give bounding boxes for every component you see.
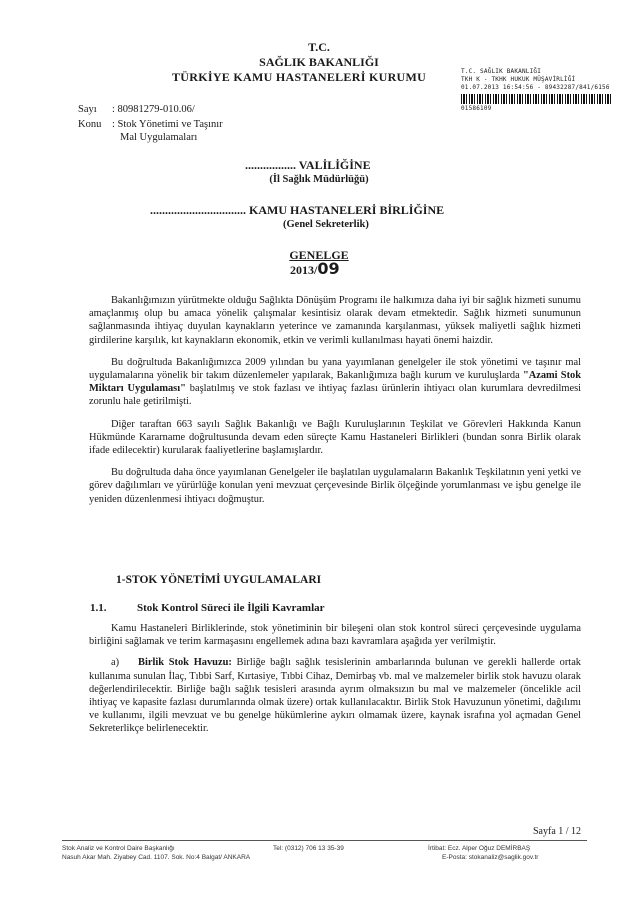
stamp-line-2: TKH K - TKHK HUKUK MÜŞAVİRLİĞİ — [461, 76, 576, 83]
footer-left-1: Stok Analiz ve Kontrol Daire Başkanlığı — [62, 845, 175, 852]
paragraph-2-emphasis: "Azami Stok Miktarı Uygulaması" — [89, 370, 581, 395]
paragraph-2-part-c: başlatılmış ve stok fazlası ve ihtiyaç fazlası ürünlerin ihtiyacı olan kurumlara devredilmesi zorunlu hale getirilmişti. — [89, 383, 582, 408]
konu-label: Konu — [78, 119, 102, 130]
barcode — [461, 94, 611, 104]
genelge-number-line — [290, 259, 340, 279]
footer-divider — [62, 840, 587, 841]
footer-contact-person: İrtibat: Ecz. Alper Oğuz DEMİRBAŞ — [428, 845, 531, 852]
footer-phone: Tel: (0312) 706 13 35-39 — [273, 845, 344, 852]
konu-value-1: : Stok Yönetimi ve Taşınır — [112, 119, 223, 130]
sayi-label: Sayı — [78, 104, 97, 115]
sayi-value: : 80981279-010.06/ — [112, 104, 195, 115]
recipient-birlik: ................................ KAMU HASTANELERİ BİRLİĞİNE — [150, 203, 445, 217]
footer-left-2: Nasuh Akar Mah. Ziyabey Cad. 1107. Sok. No:4 Balgat/ ANKARA — [62, 854, 251, 861]
page-number: Sayfa 1 / 12 — [533, 826, 582, 837]
header-ministry: SAĞLIK BAKANLIĞI — [259, 55, 379, 69]
stamp-code: 01586109 — [461, 105, 492, 112]
paragraph-1: Bakanlığımızın yürütmekte olduğu Sağlıkta Dönüşüm Programı ile halkımıza daha iyi bir sağlık hizmeti sunumu amaçlanmış olup bu amaca yönelik çalışmalar kesintisiz olarak devam etmektedir. Sağlık hizmeti sunumunun sağlanmasında ihtiyaç duyulan kaynakların yeterince ve zamanında karşılanması, yüksek maliyetli sağlık hizmeti girdilerine karşılık, kıt kaynakların ekonomik, etkin ve verimli kullanılması hayati önemi haizdir. — [89, 295, 581, 346]
header-institution: TÜRKİYE KAMU HASTANELERİ KURUMU — [172, 70, 427, 84]
footer-email: E-Posta: stokanaliz@saglik.gov.tr — [442, 854, 539, 861]
stamp-line-3: 01.07.2013 16:54:56 - 89432287/841/6156 — [461, 84, 610, 91]
registry-stamp — [461, 68, 619, 113]
body-text — [89, 294, 581, 506]
genelge-handwritten-number: 09 — [317, 259, 340, 278]
section-1-1-title: Stok Kontrol Süreci ile İlgili Kavramlar — [137, 602, 325, 614]
genelge-title: GENELGE — [289, 248, 349, 262]
paragraph-2-part-a: Bu doğrultuda Bakanlığımızca 2009 yılından bu yana yayımlanan genelgeler ile stok yönetimi ve taşınır mal uygulamalarına yönelik bir takım düzenlemeler yapılarak, Bakanlığımıza bağlı kurum ve kuruluşlarda — [89, 356, 581, 382]
item-a-label: a) — [111, 657, 120, 669]
konu-value-2: Mal Uygulamaları — [120, 132, 198, 143]
paragraph-4: Bu doğrultuda daha önce yayımlanan Genelgeler ile başlatılan uygulamaların Bakanlık Teşkilatının yeni yetki ve görev dağılımları ve yürürlüğe konulan yeni mevzuat çerçevesinde Birlik ölçeğinde yorumlanması ve işbu genelge ile yeniden düzenlenmesi ihtiyacı doğmuştur. — [89, 467, 581, 505]
paragraph-3: Diğer taraftan 663 sayılı Sağlık Bakanlığı ve Bağlı Kuruluşlarının Teşkilat ve Görevleri Hakkında Kanun Hükmünde Kararname doğrultusunda devam eden süreçte Kamu Hastaneleri Birlikleri (bundan sonra Birlik olarak ifade edilecektir) kurularak faaliyetlerine başlamışlardır. — [89, 418, 581, 457]
paragraph-2 — [89, 356, 581, 409]
section-1-1-number: 1.1. — [90, 602, 107, 614]
section-1-title: 1-STOK YÖNETİMİ UYGULAMALARI — [116, 574, 322, 586]
recipient-genel-sekreterlik: (Genel Sekreterlik) — [283, 219, 369, 230]
paragraph-5: Kamu Hastaneleri Birliklerinde, stok yönetiminin bir bileşeni olan stok kontrol süreci çerçevesinde uygulama birliğini sağlamak ve terim karmaşasını engellemek adına bazı kavramlara aşağıda yer verilmiştir. — [89, 623, 581, 648]
item-a — [89, 656, 581, 735]
item-a-text: Birliğe bağlı sağlık tesislerinin ambarlarında bulunan ve gerekli hallerde ortak kullanıma sunulan İlaç, Tıbbi Sarf, Kırtasiye, Tıbbi Cihaz, Demirbaş vb. mal ve malzemeler birlik stok havuzu olarak değerlendirilecektir. Birliğe bağlı sağlık tesisleri arasında ayrım olmaksızın bu mal ve malzemeler (öncelikle acil ihtiyaç ve kapasite fazlası durumlarında olmak üzere) ortak kullanılacaktır. Birlik Stok Havuzunun yönetimi, dağılımı ve kullanımı, ilgili mevzuat ve bu genelge hükümlerine aykırı olmamak üzere, kaynak israfına yol açmadan Genel Sekreterlikçe belirlenecektir. — [89, 657, 581, 735]
header-tc: T.C. — [308, 40, 330, 54]
genelge-year: 2013/ — [290, 263, 318, 277]
item-a-title: Birlik Stok Havuzu: — [138, 657, 232, 669]
stamp-line-1: T.C. SAĞLIK BAKANLIĞI — [461, 68, 542, 75]
recipient-il-saglik: (İl Sağlık Müdürlüğü) — [269, 174, 369, 185]
recipient-valilik: ................. VALİLİĞİNE — [245, 158, 371, 172]
section-1-body — [89, 622, 581, 736]
